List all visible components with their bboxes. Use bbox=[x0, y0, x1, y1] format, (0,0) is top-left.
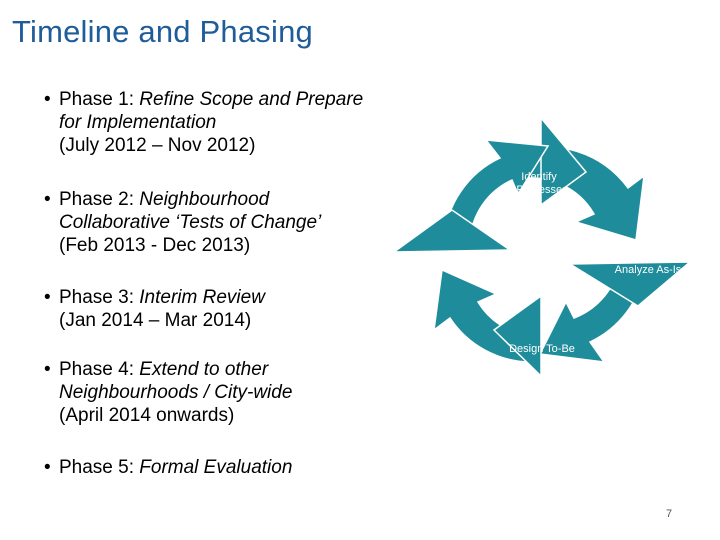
process-cycle-diagram bbox=[390, 110, 700, 380]
cycle-arrowhead-design bbox=[494, 296, 541, 376]
phase-label: Phase 2: bbox=[59, 189, 134, 210]
step-label-line: Design To-Be bbox=[509, 343, 575, 355]
phase-name: Extend to other Neighbourhoods / City-wide bbox=[59, 359, 293, 403]
phase-item bbox=[44, 286, 265, 332]
phase-label: Phase 5: bbox=[59, 457, 134, 478]
phase-name: Formal Evaluation bbox=[139, 457, 293, 478]
step-label-line: Test & Implement bbox=[409, 250, 495, 262]
bullet: • bbox=[44, 457, 51, 478]
phase-item bbox=[44, 88, 384, 157]
step-label-line: Analyze As-Is bbox=[614, 264, 682, 276]
page-number: 7 bbox=[666, 508, 673, 520]
phase-dates: (July 2012 – Nov 2012) bbox=[59, 135, 256, 156]
phase-dates: (April 2014 onwards) bbox=[59, 405, 235, 426]
slide-title: Timeline and Phasing bbox=[12, 14, 313, 49]
phase-item bbox=[44, 456, 292, 479]
bullet: • bbox=[44, 359, 51, 380]
phase-label: Phase 3: bbox=[59, 287, 134, 308]
cycle-arrowhead-test bbox=[394, 210, 510, 252]
step-label-line: Update bbox=[634, 251, 670, 263]
phase-item bbox=[44, 188, 384, 257]
phase-name: Refine Scope and Prepare for Implementation bbox=[59, 89, 364, 133]
phase-dates: (Feb 2013 - Dec 2013) bbox=[59, 235, 251, 256]
phase-dates: (Jan 2014 – Mar 2014) bbox=[59, 310, 252, 331]
step-label-line: Identify bbox=[521, 171, 557, 183]
phase-label: Phase 1: bbox=[59, 89, 134, 110]
step-label-line: Processes bbox=[516, 184, 568, 196]
phase-name: Interim Review bbox=[139, 287, 265, 308]
step-label-line: To-Be bbox=[417, 262, 447, 274]
phase-name: Neighbourhood Collaborative ‘Tests of Change’ bbox=[59, 189, 322, 233]
bullet: • bbox=[44, 189, 51, 210]
phase-label: Phase 4: bbox=[59, 359, 134, 380]
step-label-line: Review, bbox=[636, 239, 676, 251]
bullet: • bbox=[44, 89, 51, 110]
bullet: • bbox=[44, 287, 51, 308]
phase-item bbox=[44, 358, 384, 427]
